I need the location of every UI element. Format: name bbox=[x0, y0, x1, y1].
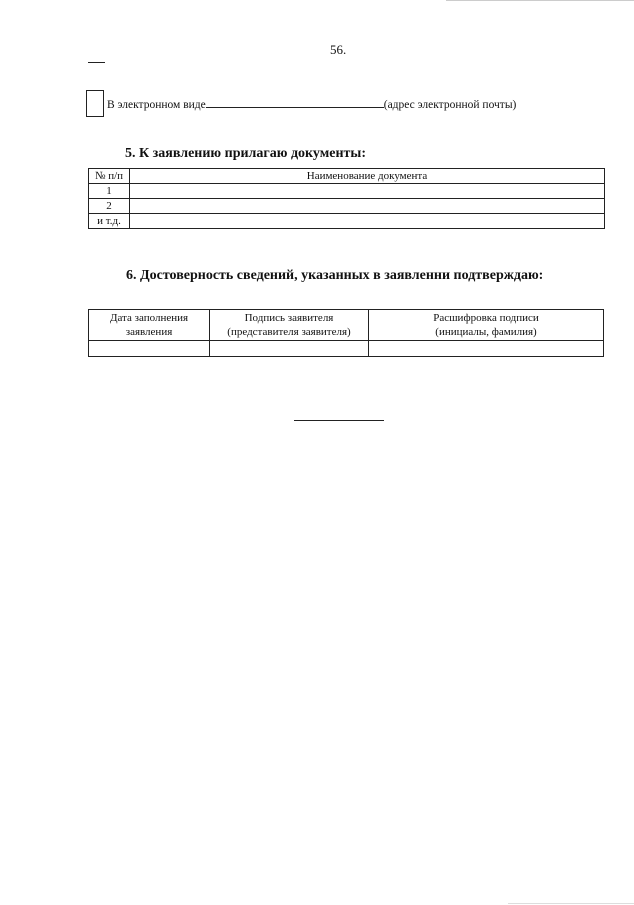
date-cell[interactable] bbox=[89, 341, 210, 357]
column-name-header: Наименование документа bbox=[130, 169, 605, 184]
signature-column-line1: Подпись заявителя bbox=[244, 312, 334, 324]
table-row bbox=[89, 341, 604, 357]
email-option-hint: (адрес электронной почты) bbox=[383, 99, 517, 111]
row-number: 2 bbox=[89, 199, 130, 214]
date-column-line1: Дата заполнения bbox=[109, 312, 189, 324]
section6-heading: 6. Достоверность сведений, указанных в заявленни подтверждаю: bbox=[126, 268, 544, 283]
page-number: 56. bbox=[330, 42, 347, 57]
table-row bbox=[89, 214, 605, 229]
decoding-column-line1: Расшифровка подписи bbox=[433, 312, 539, 324]
footer-rule bbox=[294, 420, 384, 421]
email-option bbox=[107, 96, 516, 111]
row-number: и т.д. bbox=[89, 214, 130, 229]
document-name-cell[interactable] bbox=[130, 184, 605, 199]
email-option-label: В электронном виде bbox=[107, 99, 206, 111]
dash-mark bbox=[88, 62, 105, 63]
scan-edge-bottom bbox=[508, 903, 634, 904]
decoding-column-line2: (инициалы, фамилия) bbox=[435, 326, 537, 338]
table-row bbox=[89, 184, 605, 199]
email-address-field[interactable] bbox=[206, 96, 384, 108]
column-number-header: № п/п bbox=[89, 169, 130, 184]
confirmation-table-header bbox=[89, 310, 604, 341]
signature-cell[interactable] bbox=[210, 341, 369, 357]
document-name-cell[interactable] bbox=[130, 199, 605, 214]
date-column-line2: заявления bbox=[125, 326, 173, 338]
documents-table bbox=[88, 168, 605, 229]
row-number: 1 bbox=[89, 184, 130, 199]
section5-heading: 5. К заявлению прилагаю документы: bbox=[125, 146, 367, 161]
document-name-cell[interactable] bbox=[130, 214, 605, 229]
email-checkbox[interactable] bbox=[86, 90, 104, 117]
scan-edge-top bbox=[446, 0, 634, 1]
decoding-column-header bbox=[369, 310, 604, 341]
documents-table-header bbox=[89, 169, 605, 184]
date-column-header bbox=[89, 310, 210, 341]
signature-column-header bbox=[210, 310, 369, 341]
table-row bbox=[89, 199, 605, 214]
confirmation-table bbox=[88, 309, 604, 357]
signature-column-line2: (представителя заявителя) bbox=[227, 326, 351, 338]
decoding-cell[interactable] bbox=[369, 341, 604, 357]
